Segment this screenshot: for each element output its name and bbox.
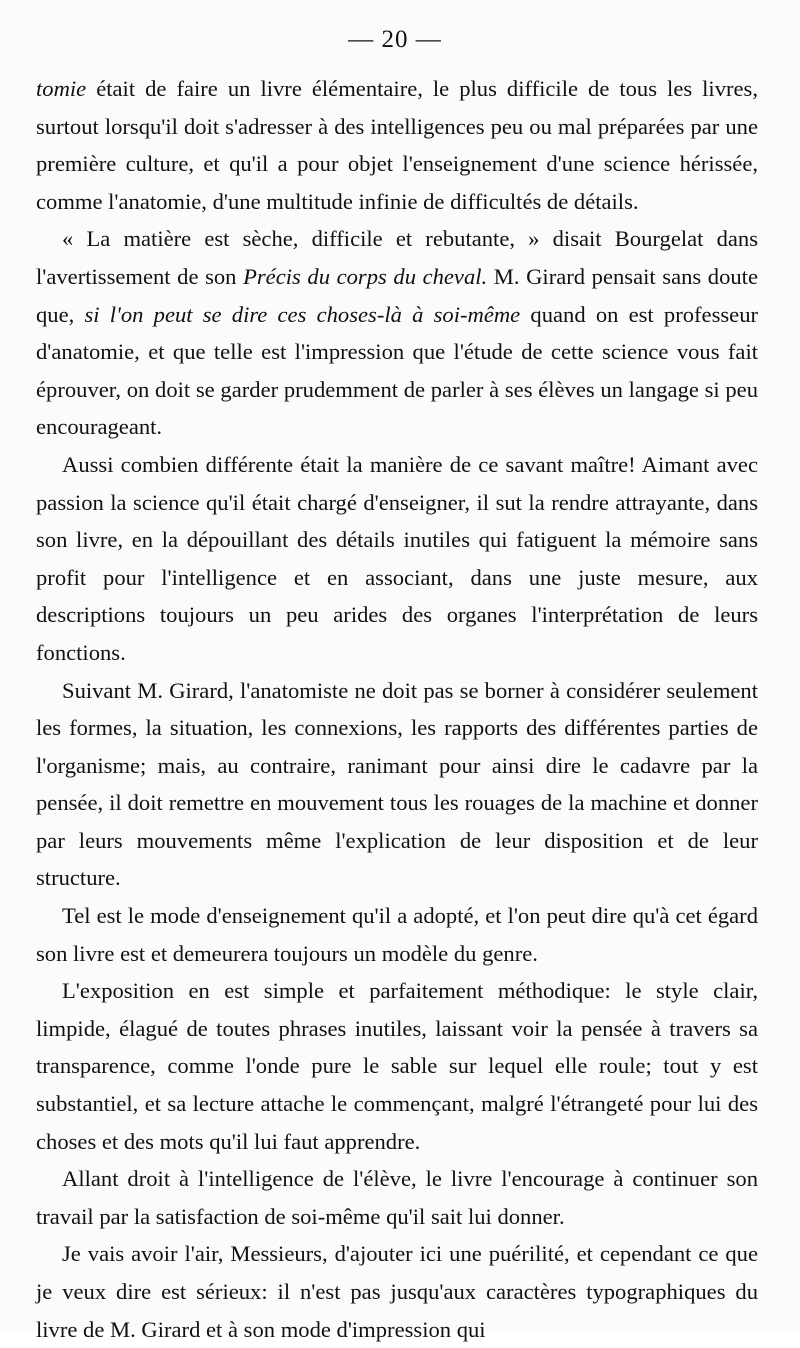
paragraph — [36, 220, 758, 446]
text-run: Allant droit à l'intelligence de l'élève, le livre l'encourage à continuer son travail par la satisfaction de soi-même qu'il sait lui donner. — [36, 1166, 758, 1229]
text-run: était de faire un livre élémentaire, le plus difficile de tous les livres, surtout lorsqu'il doit s'adresser à des intelligences peu ou mal préparées par une première culture, et qu'il a pour objet l'enseignement d'une science hérissée, comme l'anatomie, d'une multitude infinie de difficultés de détails. — [36, 76, 758, 214]
paragraph — [36, 446, 758, 672]
text-run: quand on est professeur d'anatomie, et que telle est l'impression que l'étude de cette science vous fait éprouver, on doit se garder prudemment de parler à ses élèves un langage si peu encourageant. — [36, 301, 759, 440]
text-run: « La matière est sèche, difficile et rebutante, » disait Bourgelat dans l'avertissement de son — [36, 226, 758, 289]
page-number: — 20 — — [348, 26, 442, 53]
text-run: Tel est le mode d'enseignement qu'il a adopté, et l'on peut dire qu'à cet égard son livre est et demeurera toujours un modèle du genre. — [36, 903, 758, 966]
italic-text-run: tomie — [36, 76, 87, 101]
italic-text-run: si l'on peut se dire ces choses-là à soi-même — [84, 301, 521, 327]
paragraph — [36, 672, 758, 898]
text-run: L'exposition en est simple et parfaitement méthodique: le style clair, limpide, élagué de toutes phrases inutiles, laissant voir la pensée à travers sa transparence, comme l'onde pure le sable sur lequel elle roule; tout y est substantiel, et sa lecture attache le commençant, malgré l'étrangeté pour lui des choses et des mots qu'il lui faut apprendre. — [36, 978, 758, 1154]
text-run: Aussi combien différente était la manière de ce savant maître! Aimant avec passion la science qu'il était chargé d'enseigner, il sut la rendre attrayante, dans son livre, en la dépouillant des détails inutiles qui fatiguent la mémoire sans profit pour l'intelligence et en associant, dans une juste mesure, aux descriptions toujours un peu arides des organes l'interprétation de leurs fonctions. — [36, 451, 758, 665]
body-text — [36, 70, 758, 1348]
italic-text-run: Précis du corps du cheval. — [243, 263, 488, 289]
paragraph — [36, 70, 758, 220]
paragraph — [36, 1235, 758, 1348]
text-run: M. Girard pensait sans doute que, — [36, 263, 758, 327]
paragraph — [36, 1160, 758, 1235]
text-run: Je vais avoir l'air, Messieurs, d'ajouter ici une puérilité, et cependant ce que je veux dire est sérieux: il n'est pas jusqu'aux caractères typographiques du livre de M. Girard et à son mode d'impression qui — [36, 1241, 758, 1342]
paragraph — [36, 972, 758, 1160]
text-run: Suivant M. Girard, l'anatomiste ne doit pas se borner à considérer seulement les formes, la situation, les connexions, les rapports des différentes parties de l'organisme; mais, au contraire, ranimant pour ainsi dire le cadavre par la pensée, il doit remettre en mouvement tous les rouages de la machine et donner par leurs mouvements même l'explication de leur disposition et de leur structure. — [36, 677, 758, 891]
paragraph — [36, 897, 758, 972]
